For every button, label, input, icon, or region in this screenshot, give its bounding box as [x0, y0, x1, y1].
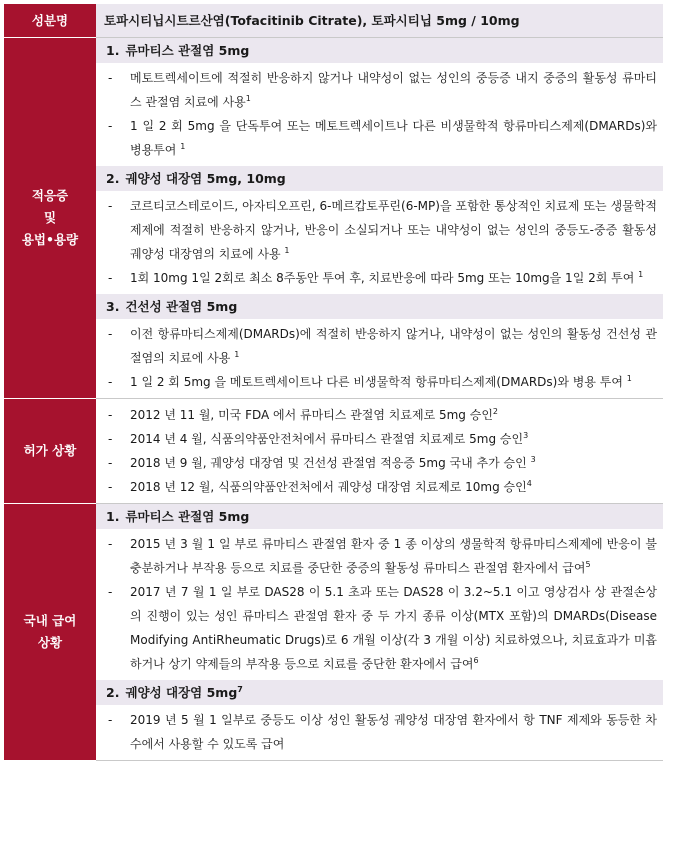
- indications-content: [96, 38, 663, 399]
- ingredient-label: 성분명: [4, 4, 96, 38]
- section-number: 1.: [106, 43, 120, 58]
- section-number: 1.: [106, 509, 120, 524]
- item-text: 1회 10mg 1일 2회로 최소 8주동안 투여 후, 치료반응에 따라 5mg 또는 10mg을 1일 2회 투여: [130, 271, 635, 285]
- indication-section-list: [104, 63, 663, 166]
- approval-list: [104, 399, 663, 503]
- indication-section-list: [104, 191, 663, 294]
- item-text: 2015 년 3 월 1 일 부로 류마티스 관절염 환자 중 1 종 이상의 생물학적 항류마티스제제에 반응이 불충분하거나 부작용 등으로 치료를 중단한 중증의 활동성 류마티스 관절염 환자에서 급여: [130, 537, 657, 575]
- indication-section-heading: [96, 294, 663, 319]
- approval-content: [96, 399, 663, 504]
- drug-info-table: [4, 4, 663, 761]
- list-item: [104, 580, 657, 676]
- item-text: 2018 년 9 월, 궤양성 대장염 및 건선성 관절염 적응증 5mg 국내 추가 승인: [130, 456, 527, 470]
- list-item: [104, 266, 657, 290]
- footnote-ref: 7: [237, 684, 243, 694]
- ingredient-row: [4, 4, 663, 38]
- section-title: 류마티스 관절염 5mg: [125, 509, 250, 524]
- indications-label-line3: 용법•용량: [21, 232, 79, 247]
- section-title: 류마티스 관절염 5mg: [125, 43, 250, 58]
- section-number: 2.: [106, 171, 120, 186]
- indications-row: [4, 38, 663, 399]
- reimbursement-section-heading: [96, 680, 663, 705]
- list-item: [104, 451, 657, 475]
- item-text: 이전 항류마티스제제(DMARDs)에 적절히 반응하지 않거나, 내약성이 없는 성인의 활동성 건선성 관절염의 치료에 사용: [130, 327, 657, 365]
- section-title: 궤양성 대장염 5mg: [125, 685, 238, 700]
- footnote-ref: 1: [284, 246, 290, 255]
- indications-label-line1: 적응증: [31, 188, 69, 203]
- list-item: [104, 194, 657, 266]
- footnote-ref: 1: [245, 94, 251, 103]
- list-item: [104, 66, 657, 114]
- ingredient-cell: [96, 4, 663, 38]
- list-item: [104, 532, 657, 580]
- reimbursement-section-list: [104, 529, 663, 680]
- footnote-ref: 3: [530, 455, 536, 464]
- indications-label-line2: 및: [43, 210, 57, 225]
- reimbursement-content: [96, 504, 663, 761]
- list-item: [104, 370, 657, 394]
- list-item: [104, 708, 657, 756]
- list-item: [104, 114, 657, 162]
- reimbursement-section-heading: [96, 504, 663, 529]
- item-text: 2014 년 4 월, 식품의약품안전처에서 류마티스 관절염 치료제로 5mg 승인: [130, 432, 524, 446]
- section-title: 건선성 관절염 5mg: [125, 299, 238, 314]
- footnote-ref: 4: [526, 479, 532, 488]
- reimbursement-label: [4, 504, 96, 761]
- indication-section-heading: [96, 38, 663, 63]
- indication-section-list: [104, 319, 663, 398]
- item-text: 코르티코스테로이드, 아자티오프린, 6-메르캅토푸린(6-MP)을 포함한 통상적인 치료제 또는 생물학적 제제에 적절히 반응하지 않거나, 반응이 소실되거나 또는 내약성이 없는 성인의 중등도-중증 활동성 궤양성 대장염의 치료에 사용: [130, 199, 657, 261]
- ingredient-value: 토파시티닙시트르산염(Tofacitinib Citrate), 토파시티닙 5mg / 10mg: [96, 4, 663, 37]
- reimbursement-label-line2: 상황: [37, 635, 63, 650]
- footnote-ref: 3: [523, 431, 529, 440]
- approval-label: 허가 상황: [4, 399, 96, 504]
- footnote-ref: 6: [473, 656, 479, 665]
- approval-row: [4, 399, 663, 504]
- reimbursement-label-line1: 국내 급여: [23, 613, 77, 628]
- section-number: 3.: [106, 299, 120, 314]
- footnote-ref: 2: [492, 407, 499, 416]
- item-text: 2019 년 5 월 1 일부로 중등도 이상 성인 활동성 궤양성 대장염 환자에서 항 TNF 제제와 동등한 차수에서 사용할 수 있도록 급여: [130, 713, 657, 751]
- footnote-ref: 1: [180, 142, 186, 151]
- footnote-ref: 5: [585, 560, 591, 569]
- indication-section-heading: [96, 166, 663, 191]
- indications-label: [4, 38, 96, 399]
- list-item: [104, 322, 657, 370]
- reimbursement-row: [4, 504, 663, 761]
- footnote-ref: 1: [626, 374, 632, 383]
- list-item: [104, 475, 657, 499]
- item-text: 2018 년 12 월, 식품의약품안전처에서 궤양성 대장염 치료제로 10mg 승인: [130, 480, 527, 494]
- section-title: 궤양성 대장염 5mg, 10mg: [125, 171, 286, 186]
- footnote-ref: 1: [638, 270, 644, 279]
- item-text: 1 일 2 회 5mg 을 단독투여 또는 메토트렉세이트나 다른 비생물학적 항류마티스제제(DMARDs)와 병용투여: [130, 119, 657, 157]
- item-text: 메토트렉세이트에 적절히 반응하지 않거나 내약성이 없는 성인의 중등증 내지 중증의 활동성 류마티스 관절염 치료에 사용: [130, 71, 657, 109]
- list-item: [104, 403, 657, 427]
- footnote-ref: 1: [234, 350, 240, 359]
- section-number: 2.: [106, 685, 120, 700]
- item-text: 1 일 2 회 5mg 을 메토트렉세이트나 다른 비생물학적 항류마티스제제(DMARDs)와 병용 투여: [130, 375, 623, 389]
- list-item: [104, 427, 657, 451]
- reimbursement-section-list: [104, 705, 663, 760]
- item-text: 2012 년 11 월, 미국 FDA 에서 류마티스 관절염 치료제로 5mg 승인: [130, 408, 493, 422]
- item-text: 2017 년 7 월 1 일 부로 DAS28 이 5.1 초과 또는 DAS28 이 3.2~5.1 이고 영상검사 상 관절손상의 진행이 있는 성인 류마티스 관절염 환자 중 두 가지 종류 이상(MTX 포함)의 DMARDs(Disease Modifying AntiRheumatic Drugs)로 6 개월 이상(각 3 개월 이상) 치료하였으나, 치료효과가 미흡하거나 상기 약제들의 부작용 등으로 치료를 중단한 환자에서 급여: [130, 585, 657, 671]
